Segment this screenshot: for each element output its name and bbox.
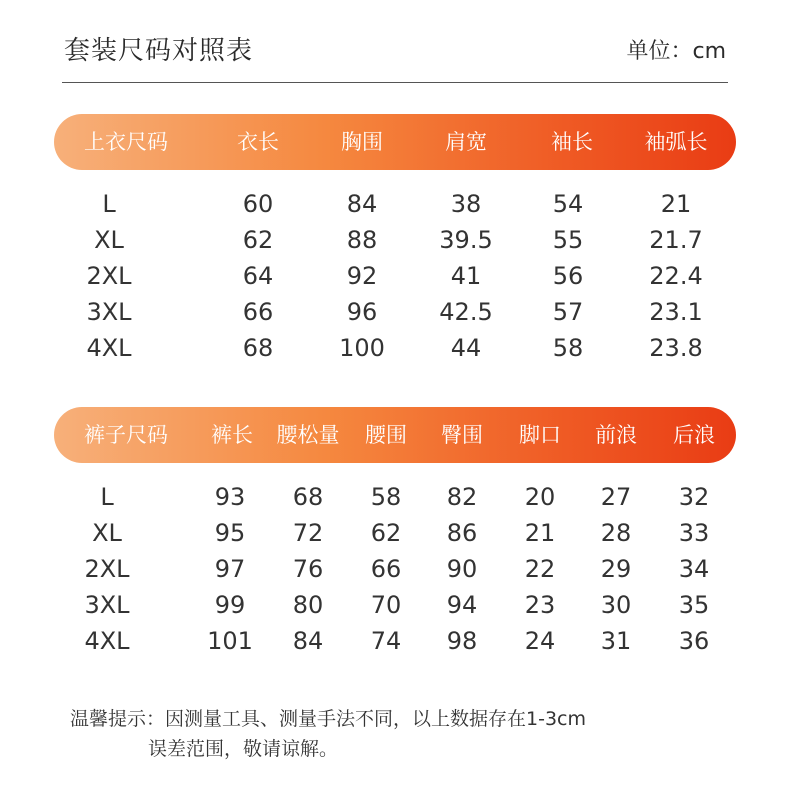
value-cell: 21.7 — [649, 226, 703, 254]
header-shoulder: 肩宽 — [445, 130, 487, 154]
value-cell: 21 — [524, 519, 556, 547]
value-cell: 100 — [339, 334, 385, 362]
value-cell: 96 — [346, 298, 378, 326]
value-cell: 56 — [552, 262, 584, 290]
header-armhole: 袖弧长 — [644, 130, 708, 154]
value-cell: 68 — [292, 483, 324, 511]
value-cell: 36 — [678, 627, 710, 655]
table-row — [54, 186, 736, 222]
header-top-size: 上衣尺码 — [84, 130, 168, 154]
header-waist: 腰围 — [365, 423, 407, 447]
value-cell: 22 — [524, 555, 556, 583]
value-cell: 88 — [346, 226, 378, 254]
value-cell: 23.8 — [649, 334, 703, 362]
value-cell: 62 — [242, 226, 274, 254]
value-cell: 99 — [214, 591, 246, 619]
header-back-rise: 后浪 — [673, 423, 715, 447]
header-chest: 胸围 — [341, 130, 383, 154]
note-line-2: 误差范围，敬请谅解。 — [148, 738, 339, 760]
header-top-length: 衣长 — [237, 130, 279, 154]
table-row — [54, 258, 736, 294]
header-pants-length: 裤长 — [211, 423, 253, 447]
value-cell: 31 — [600, 627, 632, 655]
size-cell: XL — [94, 226, 124, 254]
value-cell: 23.1 — [649, 298, 703, 326]
header-pants-size: 裤子尺码 — [84, 423, 168, 447]
value-cell: 84 — [292, 627, 324, 655]
size-cell: 4XL — [86, 334, 132, 362]
value-cell: 55 — [552, 226, 584, 254]
value-cell: 24 — [524, 627, 556, 655]
table-row — [54, 294, 736, 330]
value-cell: 66 — [370, 555, 402, 583]
header-sleeve: 袖长 — [551, 130, 593, 154]
size-cell: 4XL — [84, 627, 130, 655]
value-cell: 30 — [600, 591, 632, 619]
value-cell: 35 — [678, 591, 710, 619]
value-cell: 44 — [450, 334, 482, 362]
value-cell: 33 — [678, 519, 710, 547]
value-cell: 60 — [242, 190, 274, 218]
size-cell: 2XL — [84, 555, 130, 583]
table-row — [54, 479, 736, 515]
value-cell: 62 — [370, 519, 402, 547]
value-cell: 32 — [678, 483, 710, 511]
value-cell: 20 — [524, 483, 556, 511]
table-row — [54, 623, 736, 659]
size-cell: 3XL — [86, 298, 132, 326]
value-cell: 29 — [600, 555, 632, 583]
table-row — [54, 587, 736, 623]
value-cell: 66 — [242, 298, 274, 326]
top-size-table — [54, 114, 736, 362]
value-cell: 92 — [346, 262, 378, 290]
value-cell: 93 — [214, 483, 246, 511]
header-front-rise: 前浪 — [595, 423, 637, 447]
table-row — [54, 551, 736, 587]
header-hip: 臀围 — [441, 423, 483, 447]
value-cell: 95 — [214, 519, 246, 547]
value-cell: 84 — [346, 190, 378, 218]
table-row — [54, 222, 736, 258]
value-cell: 22.4 — [649, 262, 703, 290]
value-cell: 80 — [292, 591, 324, 619]
size-cell: L — [102, 190, 116, 218]
unit-label: 单位：cm — [626, 39, 726, 64]
value-cell: 68 — [242, 334, 274, 362]
value-cell: 58 — [370, 483, 402, 511]
value-cell: 101 — [207, 627, 253, 655]
header-leg-opening: 脚口 — [519, 423, 561, 447]
value-cell: 27 — [600, 483, 632, 511]
page-title: 套装尺码对照表 — [64, 36, 254, 66]
value-cell: 41 — [450, 262, 482, 290]
value-cell: 82 — [446, 483, 478, 511]
value-cell: 21 — [660, 190, 692, 218]
value-cell: 64 — [242, 262, 274, 290]
value-cell: 39.5 — [439, 226, 493, 254]
value-cell: 86 — [446, 519, 478, 547]
value-cell: 34 — [678, 555, 710, 583]
value-cell: 74 — [370, 627, 402, 655]
table-row — [54, 515, 736, 551]
value-cell: 38 — [450, 190, 482, 218]
note-line-1: 温馨提示：因测量工具、测量手法不同，以上数据存在1-3cm — [70, 708, 586, 730]
measurement-note — [70, 704, 586, 764]
value-cell: 70 — [370, 591, 402, 619]
value-cell: 28 — [600, 519, 632, 547]
value-cell: 94 — [446, 591, 478, 619]
title-divider — [62, 82, 728, 83]
size-cell: L — [100, 483, 114, 511]
size-cell: 3XL — [84, 591, 130, 619]
value-cell: 23 — [524, 591, 556, 619]
value-cell: 54 — [552, 190, 584, 218]
size-cell: 2XL — [86, 262, 132, 290]
value-cell: 58 — [552, 334, 584, 362]
table-row — [54, 330, 736, 366]
header-waist-ease: 腰松量 — [276, 423, 340, 447]
value-cell: 57 — [552, 298, 584, 326]
value-cell: 90 — [446, 555, 478, 583]
value-cell: 97 — [214, 555, 246, 583]
value-cell: 98 — [446, 627, 478, 655]
value-cell: 76 — [292, 555, 324, 583]
pants-size-table — [54, 407, 736, 657]
value-cell: 42.5 — [439, 298, 493, 326]
size-cell: XL — [92, 519, 122, 547]
value-cell: 72 — [292, 519, 324, 547]
